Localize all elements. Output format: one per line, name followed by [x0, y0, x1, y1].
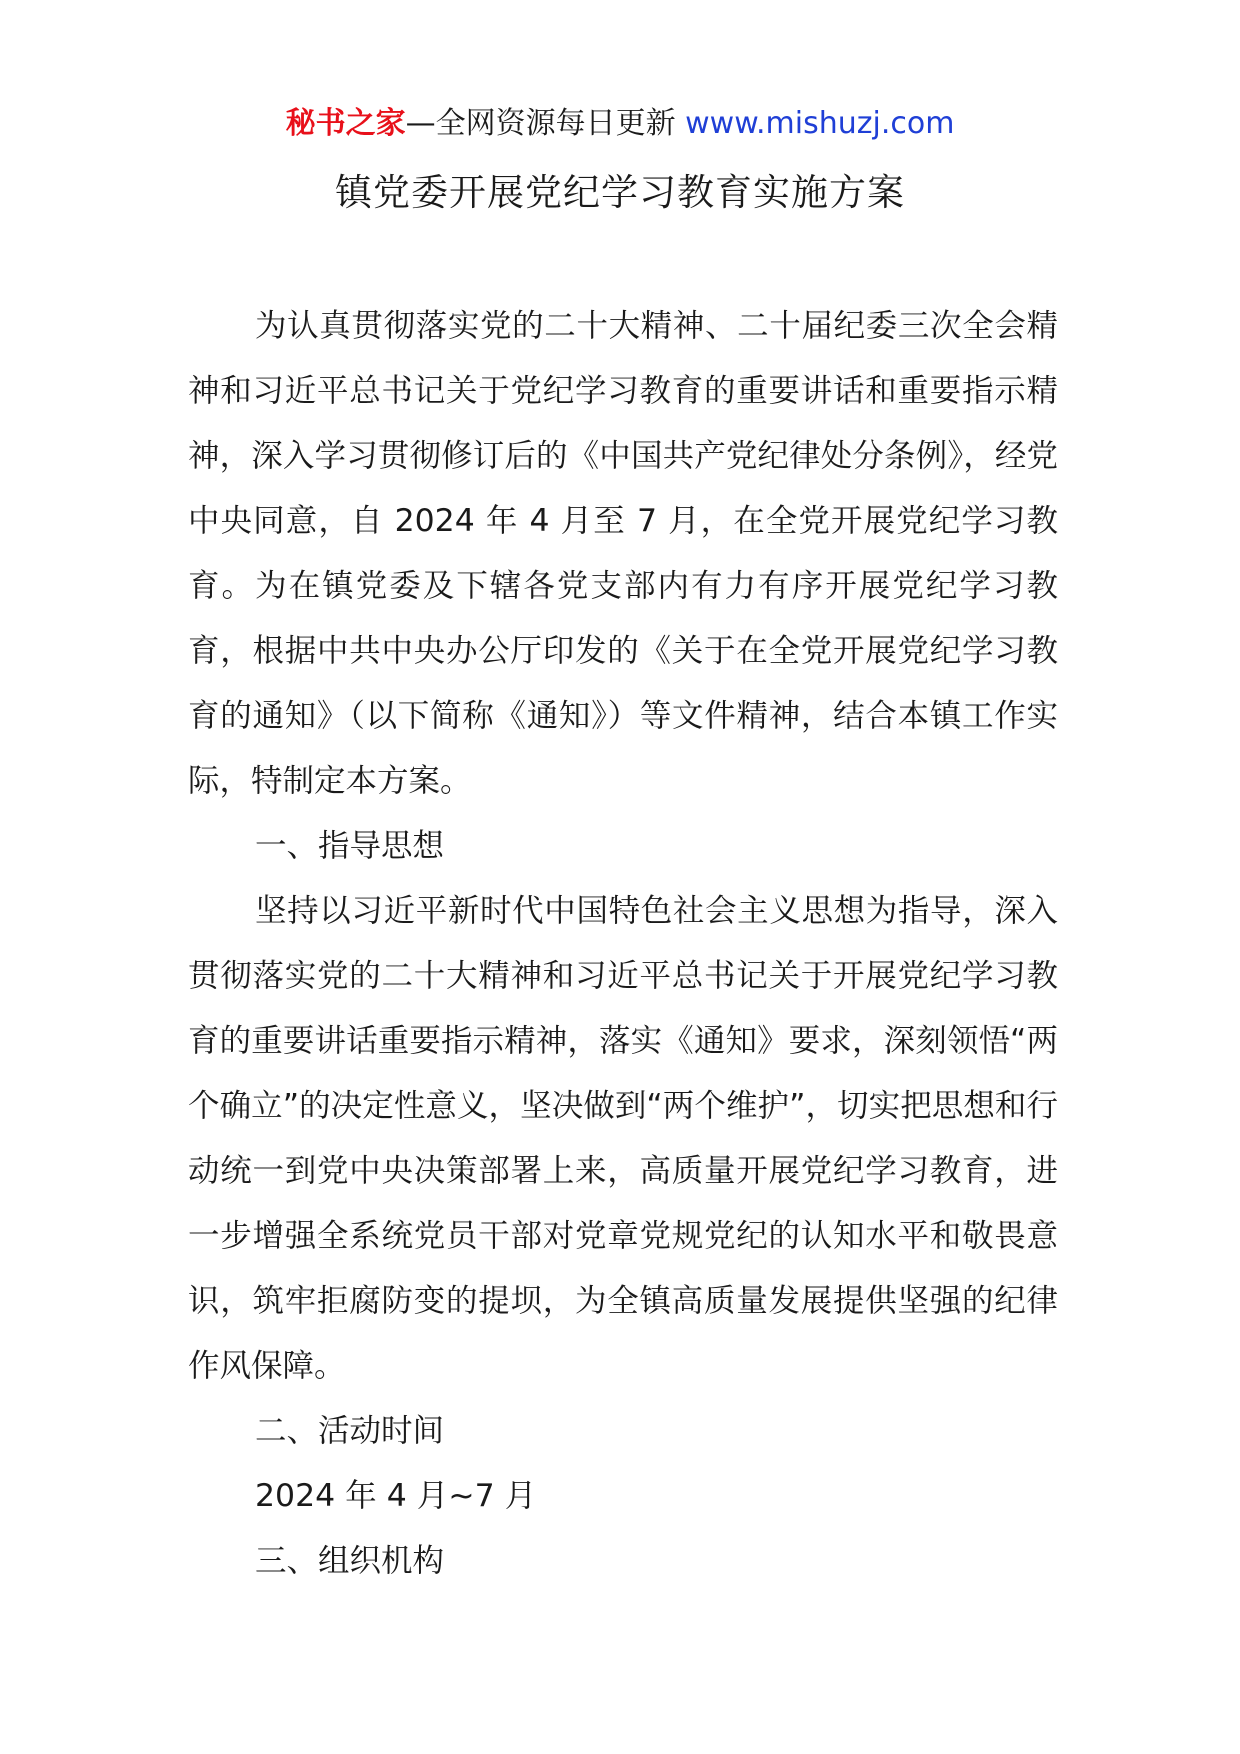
site-url-link[interactable]: www.mishuzj.com: [685, 106, 955, 141]
document-title: 镇党委开展党纪学习教育实施方案: [335, 171, 905, 214]
section-heading-activity-time: 二、活动时间: [255, 1413, 445, 1449]
section-heading-organization: 三、组织机构: [255, 1543, 445, 1579]
guiding-thought-paragraph: 坚持以习近平新时代中国特色社会主义思想为指导，深入贯彻落实党的二十大精神和习近平总书记关于开展党纪学习教育的重要讲话重要指示精神，落实《通知》要求，深刻领悟“两个确立”的决定性意义，坚决做到“两个维护”，切实把思想和行动统一到党中央决策部署上来，高质量开展党纪学习教育，进一步增强全系统党员干部对党章党规党纪的认知水平和敬畏意识，筑牢拒腐防变的提坝，为全镇高质量发展提供坚强的纪律作风保障。: [188, 893, 1058, 1384]
section-heading-guiding-thought: 一、指导思想: [255, 828, 445, 864]
activity-time-value: 2024 年 4 月~7 月: [255, 1478, 537, 1514]
brand-name: 秘书之家: [285, 106, 406, 141]
site-header: [0, 104, 1240, 144]
intro-paragraph: 为认真贯彻落实党的二十大精神、二十届纪委三次全会精神和习近平总书记关于党纪学习教育的重要讲话和重要指示精神，深入学习贯彻修订后的《中国共产党纪律处分条例》，经党中央同意，自 2024 年 4 月至 7 月，在全党开展党纪学习教育。为在镇党委及下辖各党支部内有力有序开展党纪学习教育，根据中共中央办公厅印发的《关于在全党开展党纪学习教育的通知》（以下简称《通知》）等文件精神，结合本镇工作实际，特制定本方案。: [188, 308, 1058, 799]
document-body: [188, 294, 1058, 1594]
header-tagline: —全网资源每日更新: [405, 106, 686, 141]
